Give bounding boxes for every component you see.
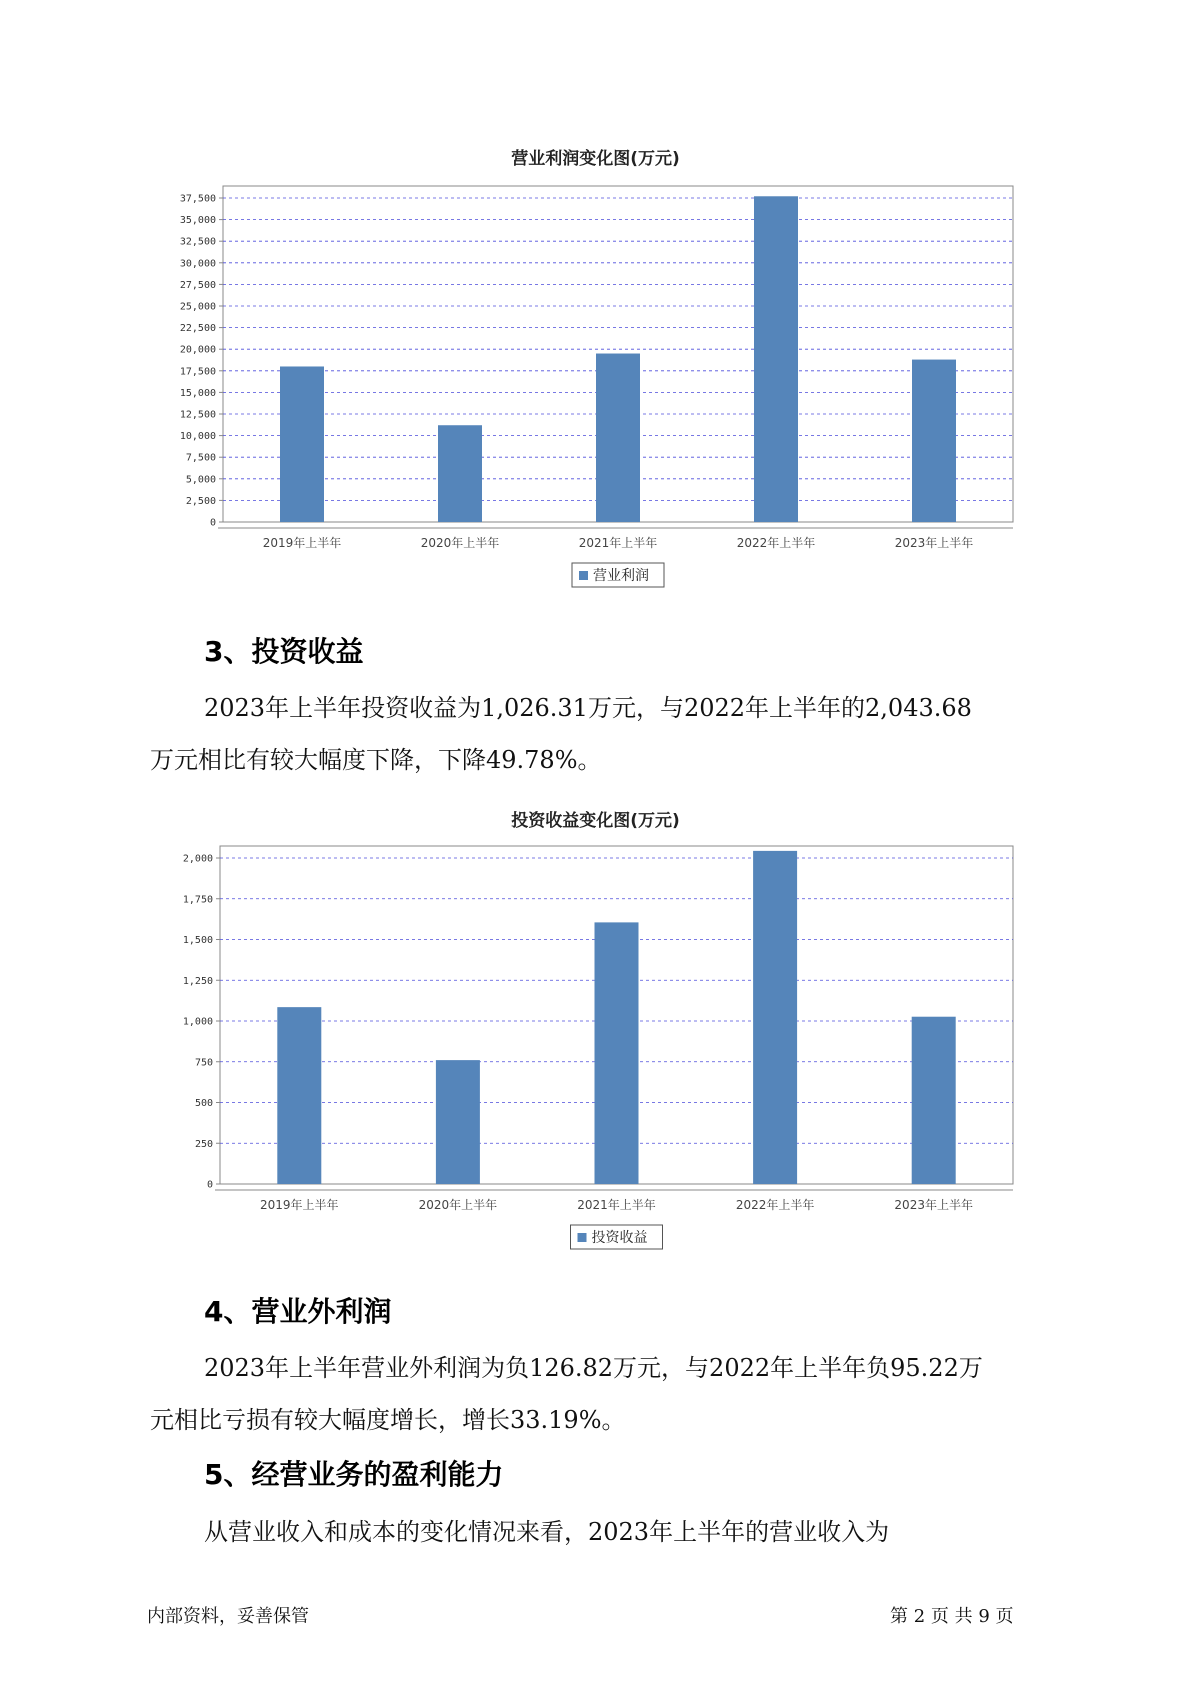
- y-tick-label: 12,500: [179, 409, 216, 421]
- chart-title-operating-profit: 营业利润变化图(万元): [511, 149, 680, 169]
- legend-swatch: [579, 571, 588, 580]
- footer-page-number: 第 2 页 共 9 页: [890, 1606, 1014, 1627]
- y-tick-label: 1,750: [182, 894, 213, 906]
- y-tick-label: 7,500: [185, 452, 216, 464]
- legend-swatch: [578, 1233, 587, 1242]
- y-tick-label: 250: [194, 1138, 213, 1150]
- x-tick-label: 2022年上半年: [736, 536, 816, 550]
- legend-label: 营业利润: [593, 568, 649, 584]
- investment-income-chart: [0, 832, 1191, 1252]
- paragraph-line: 元相比亏损有较大幅度增长，增长33.19%。: [150, 1406, 626, 1434]
- y-tick-label: 1,000: [182, 1016, 213, 1028]
- footer-confidential-note: 内部资料，妥善保管: [147, 1606, 309, 1627]
- y-tick-label: 1,250: [182, 975, 213, 987]
- y-tick-label: 27,500: [179, 279, 216, 291]
- y-tick-label: 0: [209, 517, 216, 529]
- paragraph-line: 2023年上半年营业外利润为负126.82万元，与2022年上半年负95.22万: [204, 1354, 983, 1382]
- bar: [754, 196, 798, 522]
- y-tick-label: 500: [194, 1098, 213, 1109]
- y-tick-label: 35,000: [179, 215, 216, 227]
- paragraph-line: 万元相比有较大幅度下降，下降49.78%。: [150, 746, 602, 774]
- y-tick-label: 750: [194, 1057, 213, 1069]
- bar: [753, 851, 797, 1184]
- chart-title-investment-income: 投资收益变化图(万元): [511, 811, 680, 831]
- section-heading-investment-income: 3、投资收益: [204, 635, 364, 668]
- bar: [595, 922, 639, 1184]
- y-tick-label: 32,500: [179, 236, 216, 248]
- x-tick-label: 2021年上半年: [578, 536, 658, 550]
- bar: [438, 425, 482, 522]
- y-tick-label: 30,000: [179, 258, 216, 270]
- y-tick-label: 10,000: [179, 431, 216, 443]
- y-tick-label: 15,000: [179, 387, 216, 399]
- x-tick-label: 2021年上半年: [577, 1198, 656, 1212]
- y-tick-label: 2,000: [182, 853, 213, 865]
- x-tick-label: 2022年上半年: [735, 1198, 815, 1212]
- x-tick-label: 2023年上半年: [894, 536, 974, 550]
- paragraph-line: 从营业收入和成本的变化情况来看，2023年上半年的营业收入为: [204, 1518, 890, 1546]
- bar: [596, 354, 640, 522]
- y-tick-label: 2,500: [185, 495, 216, 507]
- bar: [912, 360, 956, 522]
- bar: [436, 1060, 480, 1184]
- y-tick-label: 20,000: [179, 344, 216, 356]
- y-tick-label: 37,500: [179, 193, 216, 205]
- y-tick-label: 5,000: [185, 474, 216, 486]
- operating-profit-chart: [0, 170, 1191, 610]
- legend-label: 投资收益: [591, 1230, 648, 1246]
- y-tick-label: 25,000: [179, 301, 216, 313]
- section-heading-profitability: 5、经营业务的盈利能力: [204, 1458, 504, 1491]
- x-tick-label: 2019年上半年: [260, 1198, 339, 1212]
- bar: [280, 366, 324, 522]
- x-tick-label: 2020年上半年: [418, 1198, 498, 1212]
- x-tick-label: 2023年上半年: [894, 1198, 973, 1212]
- paragraph-line: 2023年上半年投资收益为1,026.31万元，与2022年上半年的2,043.68: [204, 694, 972, 722]
- x-tick-label: 2020年上半年: [420, 536, 500, 550]
- bar: [912, 1017, 956, 1184]
- y-tick-label: 1,500: [182, 935, 213, 946]
- section-heading-non-operating-profit: 4、营业外利润: [204, 1295, 392, 1328]
- y-tick-label: 17,500: [179, 366, 216, 378]
- y-tick-label: 22,500: [179, 323, 216, 335]
- y-tick-label: 0: [206, 1179, 213, 1191]
- x-tick-label: 2019年上半年: [262, 536, 342, 550]
- bar: [277, 1007, 321, 1184]
